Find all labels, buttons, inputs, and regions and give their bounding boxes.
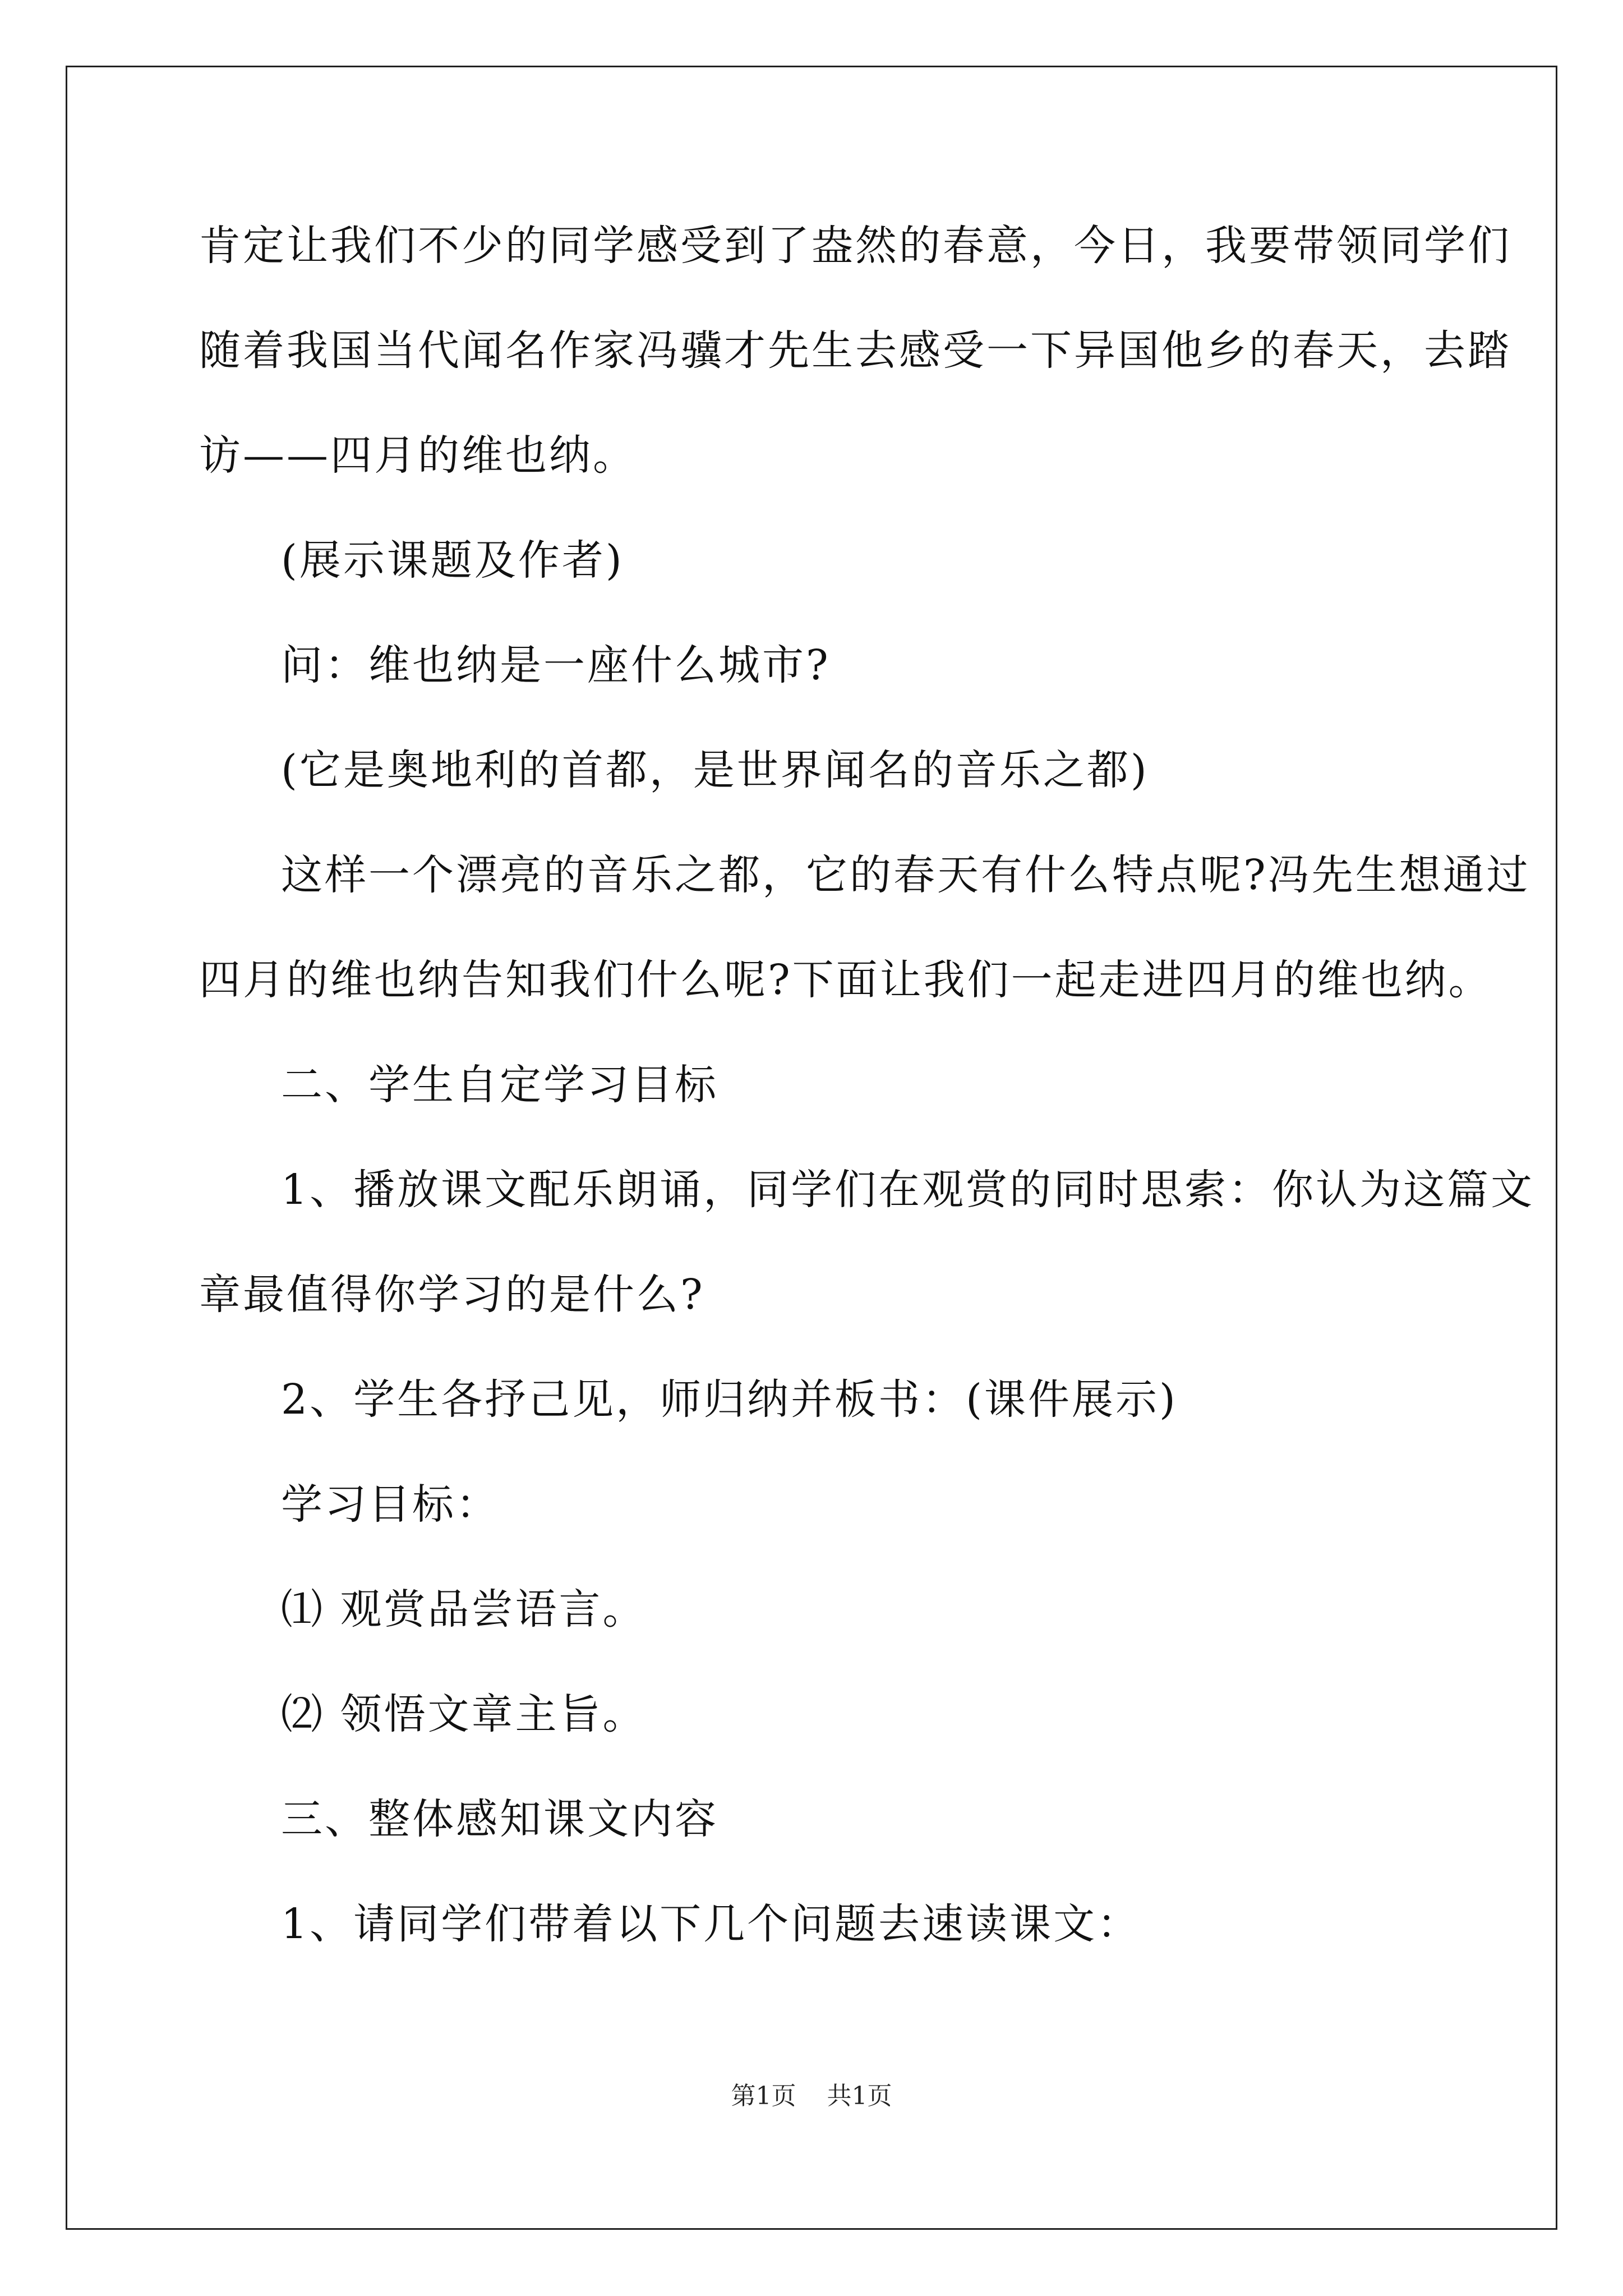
- text-line: 四月的维也纳告知我们什么呢?下面让我们一起走进四月的维也纳。: [199, 956, 1492, 1004]
- text-line: 2、学生各抒己见，师归纳并板书：(课件展示): [281, 1375, 1178, 1424]
- text-line: 访——四月的维也纳。: [199, 431, 637, 480]
- list-item: ⑵ 领悟文章主旨。: [281, 1690, 647, 1738]
- page-total: 共1页: [827, 2082, 892, 2110]
- text-line: 学习目标：: [281, 1480, 500, 1529]
- text-line: (它是奥地利的首都，是世界闻名的音乐之都): [281, 746, 1149, 794]
- text-line: 问：维也纳是一座什么城市?: [281, 641, 831, 689]
- text-line: (展示课题及作者): [281, 536, 624, 585]
- page-number: 第1页: [731, 2082, 796, 2110]
- list-item: ⑴ 观赏品尝语言。: [281, 1585, 647, 1634]
- text-line: 肯定让我们不少的同学感受到了盎然的春意，今日，我要带领同学们: [199, 222, 1511, 270]
- text-line: 这样一个漂亮的音乐之都，它的春天有什么特点呢?冯先生想通过: [281, 851, 1530, 899]
- section-heading: 三、整体感知课文内容: [281, 1795, 718, 1843]
- page-footer: [0, 2079, 1623, 2113]
- text-line: 章最值得你学习的是什么?: [199, 1271, 705, 1319]
- text-line: 1、播放课文配乐朗诵，同学们在观赏的同时思索：你认为这篇文: [281, 1166, 1535, 1214]
- text-line: 1、请同学们带着以下几个问题去速读课文：: [281, 1900, 1141, 1948]
- section-heading: 二、学生自定学习目标: [281, 1061, 718, 1109]
- text-line: 随着我国当代闻名作家冯骥才先生去感受一下异国他乡的春天，去踏: [199, 326, 1511, 375]
